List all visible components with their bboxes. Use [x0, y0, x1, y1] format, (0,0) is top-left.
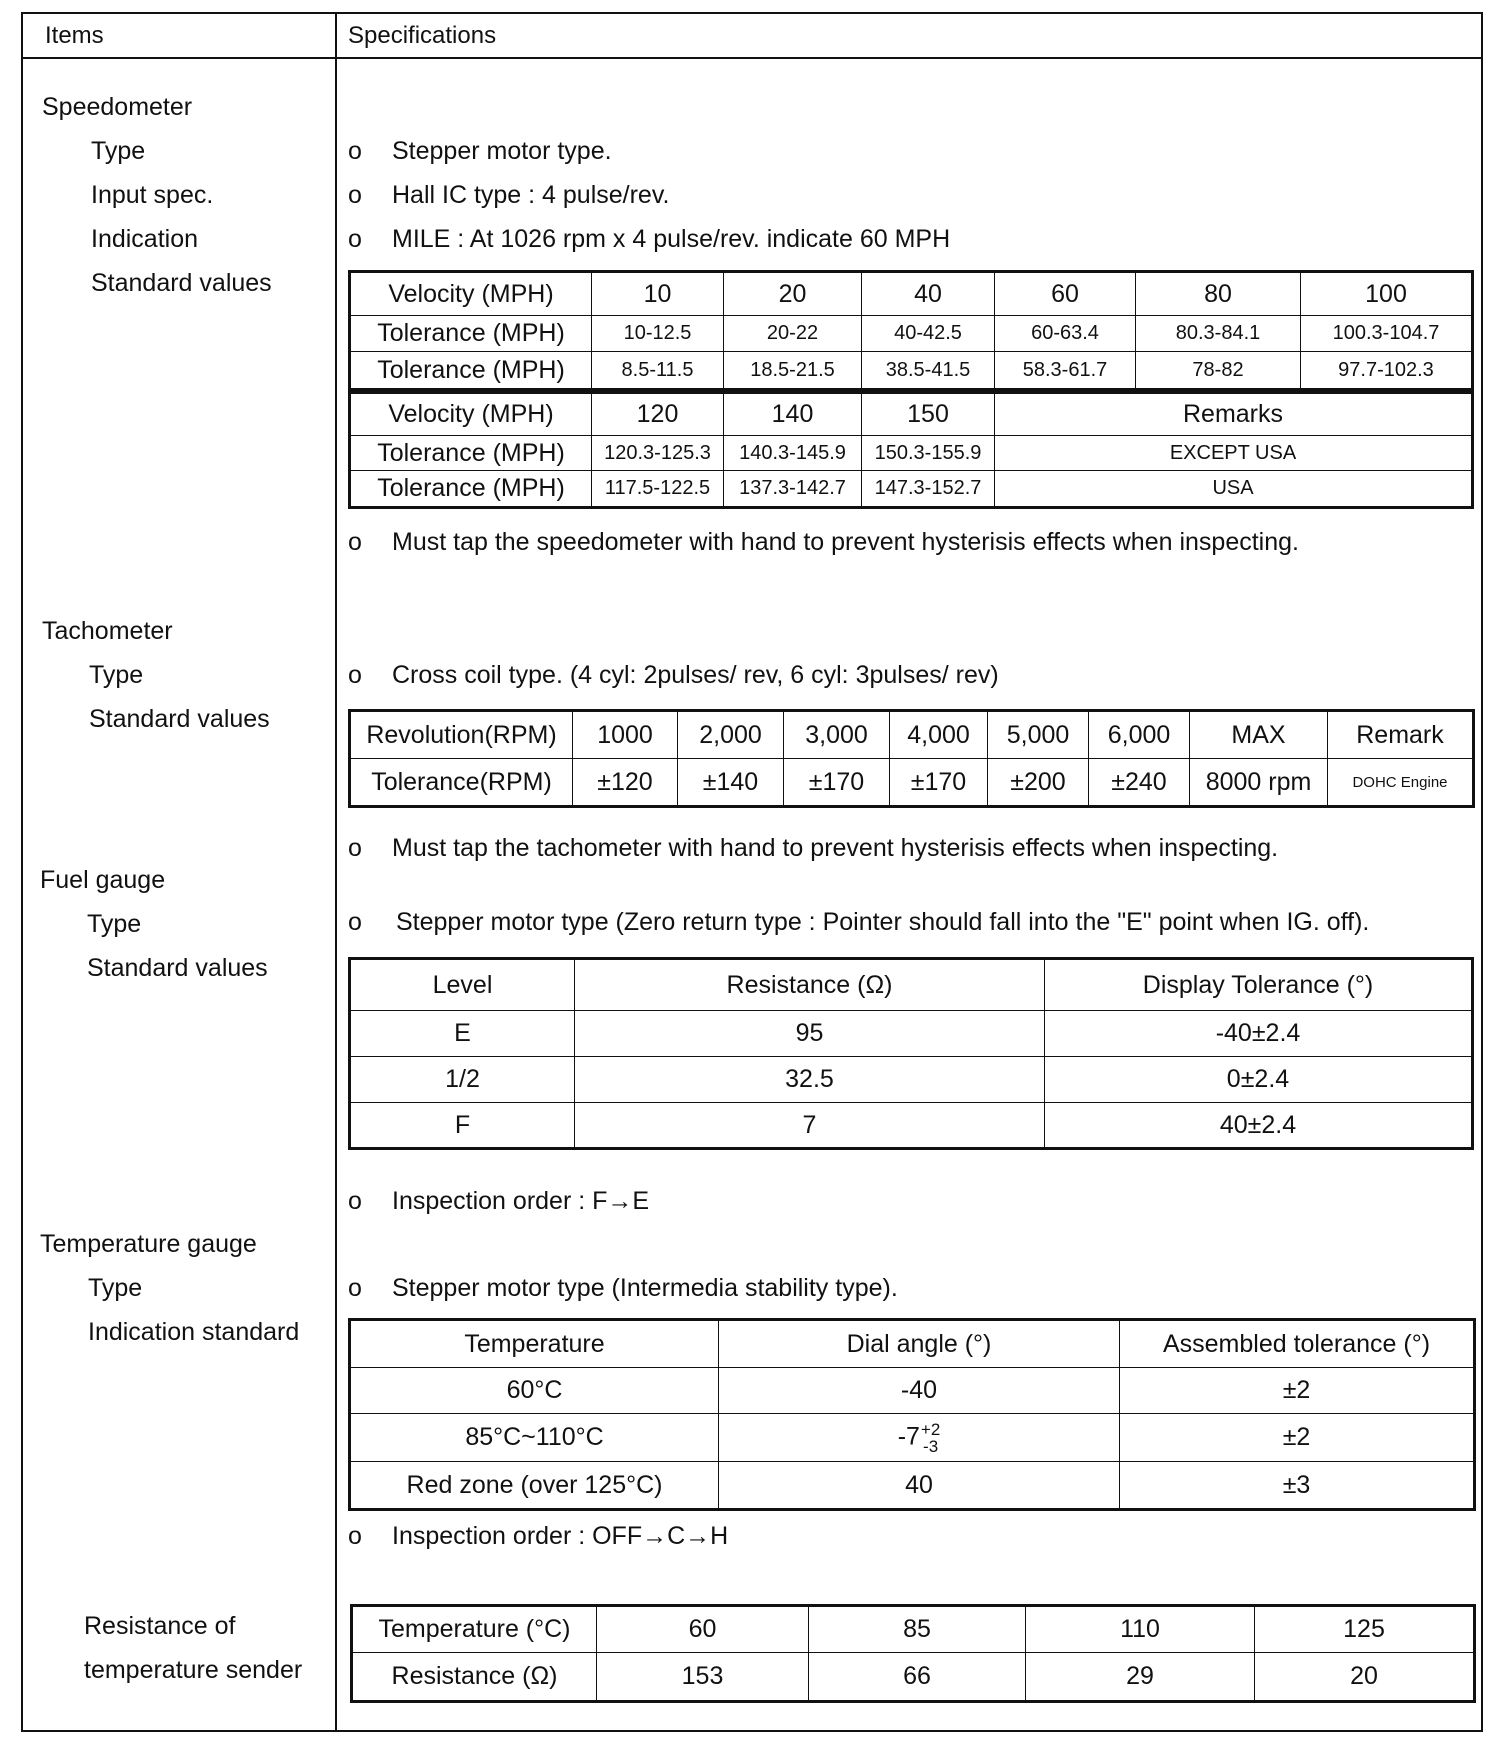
fuel-gauge-table [348, 957, 1474, 1150]
fuel-gauge-type-value: o Stepper motor type (Zero return type : Pointer should fall into the "E" point when IG. off). [348, 908, 1370, 936]
tachometer-heading: Tachometer [42, 617, 173, 645]
table-row: E 95 -40±2.4 [350, 1011, 1473, 1057]
speedometer-type-label: Type [91, 137, 146, 165]
table-row: 1/2 32.5 0±2.4 [350, 1057, 1473, 1103]
header-divider [21, 57, 1483, 59]
temperature-gauge-type-label: Type [88, 1274, 143, 1302]
table-row: Red zone (over 125°C) 40 ±3 [350, 1462, 1475, 1510]
speedometer-input-label: Input spec. [91, 181, 214, 209]
fuel-gauge-type-label: Type [87, 910, 142, 938]
revolution-row: Revolution(RPM) 1000 2,000 3,000 4,000 5,000 6,000 MAX Remark [350, 711, 1474, 759]
tachometer-type-value: o Cross coil type. (4 cyl: 2pulses/ rev, 6 cyl: 3pulses/ rev) [348, 661, 999, 689]
temperature-gauge-note: o Inspection order : OFF→C→H [348, 1522, 729, 1550]
header-row: Level Resistance (Ω) Display Tolerance (°) [350, 959, 1473, 1011]
temperature-gauge-indication-label: Indication standard [88, 1318, 300, 1346]
velocity-row: Velocity (MPH) 10 20 40 60 80 100 [350, 272, 1473, 316]
tachometer-standard-label: Standard values [89, 705, 270, 733]
fuel-gauge-standard-label: Standard values [87, 954, 268, 982]
table-row: 85°C~110°C -7 +2 -3 ±2 [350, 1414, 1475, 1462]
temperature-sender-table [350, 1604, 1476, 1703]
items-column-header: Items [45, 22, 104, 49]
tolerance-row: Tolerance (MPH) 10-12.5 20-22 40-42.5 60-63.4 80.3-84.1 100.3-104.7 [350, 316, 1473, 352]
resistance-row: Resistance (Ω) 153 66 29 20 [352, 1653, 1475, 1702]
temperature-gauge-table [348, 1318, 1476, 1511]
temperature-sender-label-line2: temperature sender [84, 1656, 303, 1684]
temperature-sender-label-line1: Resistance of [84, 1612, 236, 1640]
speedometer-note: o Must tap the speedometer with hand to prevent hysterisis effects when inspecting. [348, 528, 1299, 556]
dial-angle-with-tolerance: -7 +2 -3 [719, 1414, 1120, 1462]
tachometer-type-label: Type [89, 661, 144, 689]
table-row: F 7 40±2.4 [350, 1103, 1473, 1149]
fuel-gauge-note: o Inspection order : F→E [348, 1187, 650, 1215]
tolerance-row: Tolerance (MPH) 117.5-122.5 137.3-142.7 147.3-152.7 USA [350, 471, 1473, 508]
speedometer-indication-value: o MILE : At 1026 rpm x 4 pulse/rev. indicate 60 MPH [348, 225, 951, 253]
velocity-row: Velocity (MPH) 120 140 150 Remarks [350, 393, 1473, 436]
speedometer-type-value: o Stepper motor type. [348, 137, 612, 165]
speedometer-heading: Speedometer [42, 93, 193, 121]
speedometer-table-1 [348, 270, 1474, 391]
fuel-gauge-heading: Fuel gauge [40, 866, 166, 894]
column-divider [335, 12, 337, 1732]
speedometer-indication-label: Indication [91, 225, 199, 253]
speedometer-input-value: o Hall IC type : 4 pulse/rev. [348, 181, 670, 209]
tolerance-row: Tolerance(RPM) ±120 ±140 ±170 ±170 ±200 ±240 8000 rpm DOHC Engine [350, 759, 1474, 807]
temperature-row: Temperature (°C) 60 85 110 125 [352, 1606, 1475, 1653]
tachometer-note: o Must tap the tachometer with hand to prevent hysterisis effects when inspecting. [348, 834, 1279, 862]
speedometer-standard-label: Standard values [91, 269, 272, 297]
table-row: 60°C -40 ±2 [350, 1368, 1475, 1414]
temperature-gauge-type-value: o Stepper motor type (Intermedia stability type). [348, 1274, 898, 1302]
tachometer-table [348, 709, 1475, 808]
specifications-column-header: Specifications [348, 22, 497, 49]
tolerance-row: Tolerance (MPH) 8.5-11.5 18.5-21.5 38.5-41.5 58.3-61.7 78-82 97.7-102.3 [350, 352, 1473, 390]
speedometer-table-2 [348, 391, 1474, 509]
tolerance-row: Tolerance (MPH) 120.3-125.3 140.3-145.9 150.3-155.9 EXCEPT USA [350, 436, 1473, 471]
temperature-gauge-heading: Temperature gauge [40, 1230, 257, 1258]
header-row: Temperature Dial angle (°) Assembled tolerance (°) [350, 1320, 1475, 1368]
